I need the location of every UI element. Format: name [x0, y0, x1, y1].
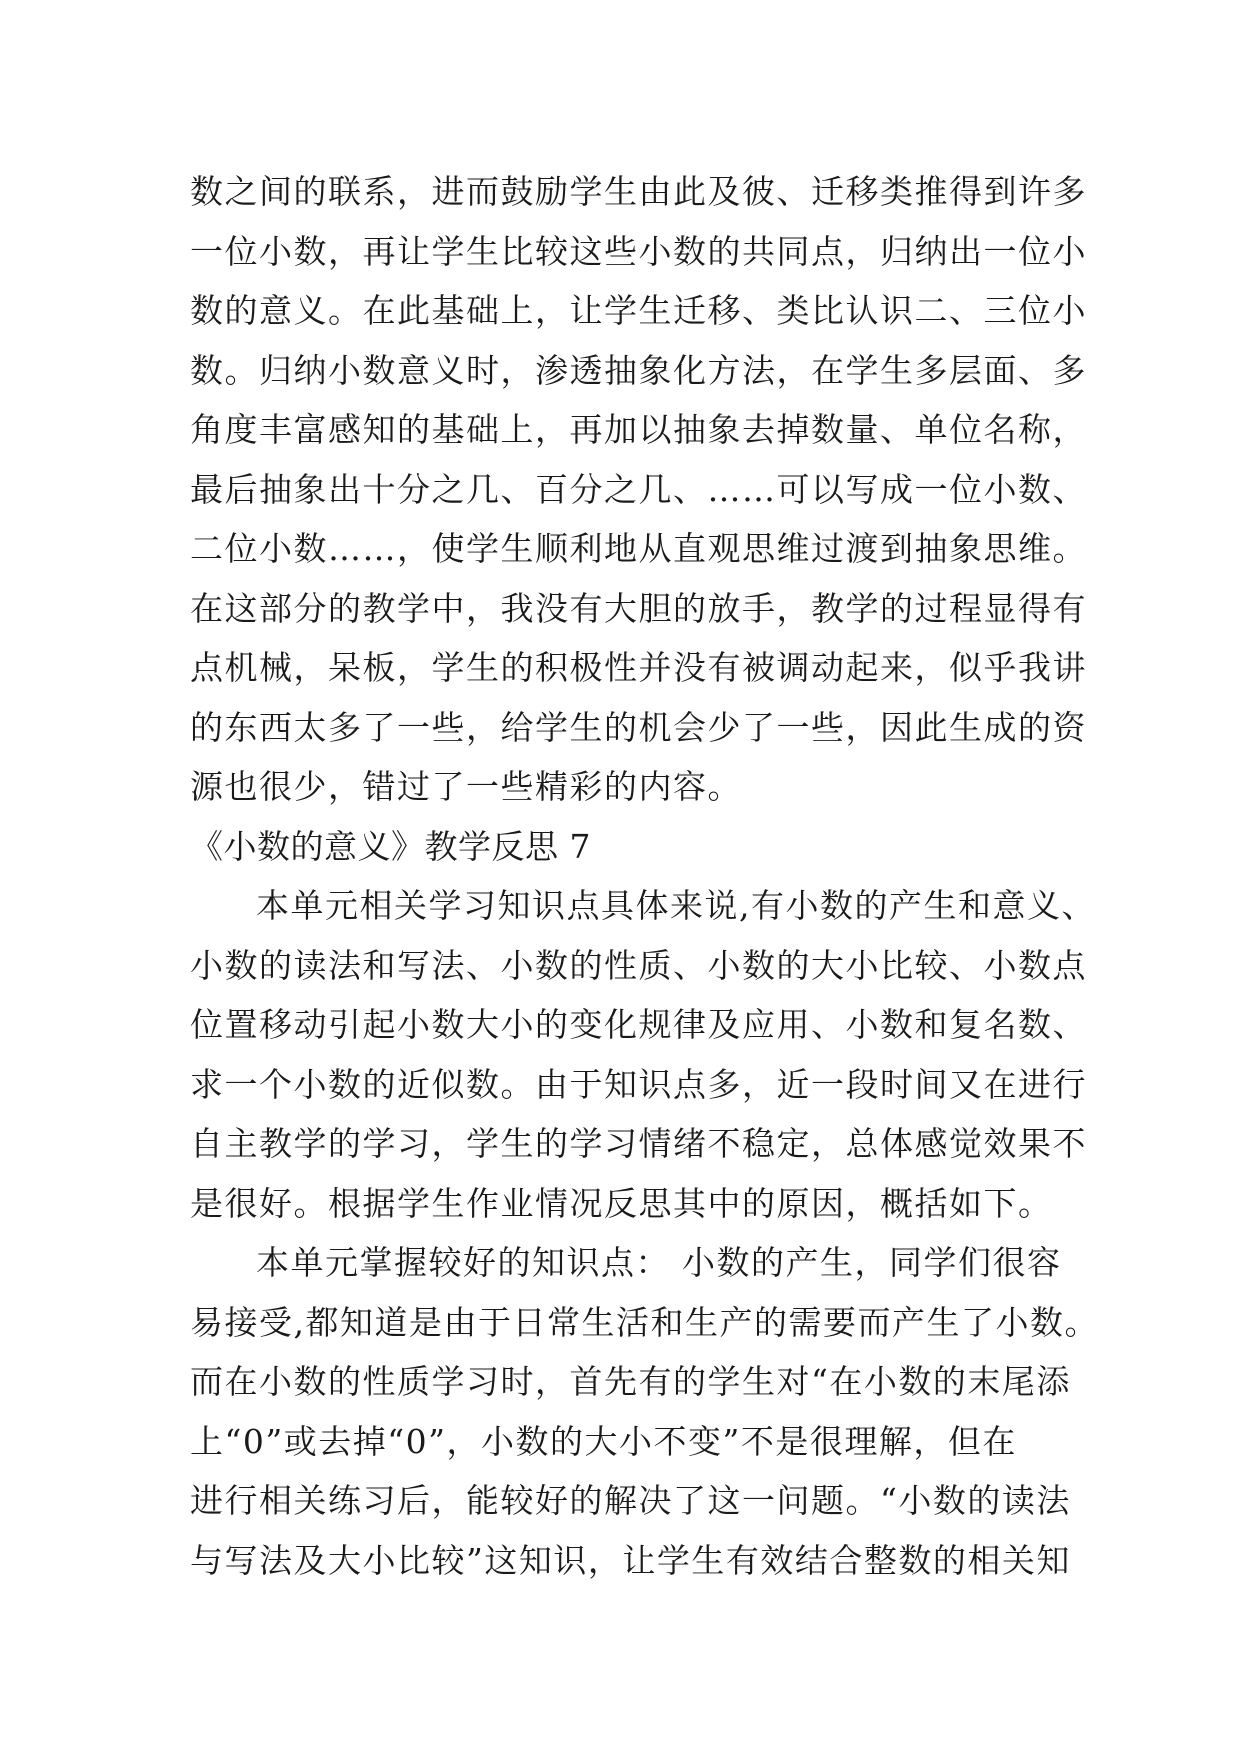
text-line: 本单元相关学习知识点具体来说,有小数的产生和意义、 [256, 886, 1096, 925]
text-line: 点机械，呆板，学生的积极性并没有被调动起来，似乎我讲 [190, 648, 1087, 687]
text-line: 自主教学的学习，学生的学习情绪不稳定，总体感觉效果不 [190, 1124, 1087, 1163]
text-line: 上“0”或去掉“0”，小数的大小不变”不是很理解，但在 [190, 1421, 1017, 1461]
text-line: 的东西太多了一些，给学生的机会少了一些，因此生成的资 [190, 707, 1087, 747]
text-line: 位置移动引起小数大小的变化规律及应用、小数和复名数、 [190, 1005, 1087, 1044]
text-line: 在这部分的教学中，我没有大胆的放手，教学的过程显得有 [190, 588, 1087, 628]
text-line: 进行相关练习后，能较好的解决了这一问题。“小数的读法 [190, 1481, 1071, 1520]
text-line: 是很好。根据学生作业情况反思其中的原因，概括如下。 [190, 1183, 1053, 1223]
paragraph-continuation [190, 162, 1087, 817]
text-line: 易接受,都知道是由于日常生活和生产的需要而产生了小数。 [190, 1302, 1099, 1342]
section-title: 《小数的意义》教学反思 7 [190, 826, 591, 866]
text-line: 求一个小数的近似数。由于知识点多，近一段时间又在进行 [190, 1064, 1087, 1104]
text-line: 角度丰富感知的基础上，再加以抽象去掉数量、单位名称， [190, 410, 1087, 449]
text-line: 小数的读法和写法、小数的性质、小数的大小比较、小数点 [190, 945, 1087, 985]
document-body [190, 162, 1099, 1590]
text-line: 而在小数的性质学习时，首先有的学生对“在小数的末尾添 [190, 1362, 1071, 1401]
text-line: 数之间的联系，进而鼓励学生由此及彼、迁移类推得到许多 [190, 172, 1087, 211]
paragraph-mastered-points [190, 1233, 1099, 1590]
text-line: 数。归纳小数意义时，渗透抽象化方法，在学生多层面、多 [190, 350, 1087, 390]
text-line: 最后抽象出十分之几、百分之几、……可以写成一位小数、 [190, 469, 1087, 509]
text-line: 与写法及大小比较”这知识，让学生有效结合整数的相关知 [190, 1540, 1071, 1580]
text-line: 二位小数……，使学生顺利地从直观思维过渡到抽象思维。 [190, 529, 1087, 568]
text-line: 本单元掌握较好的知识点： 小数的产生，同学们很容 [256, 1243, 1062, 1282]
text-line: 一位小数，再让学生比较这些小数的共同点，归纳出一位小 [190, 231, 1087, 271]
text-line: 源也很少，错过了一些精彩的内容。 [190, 767, 742, 806]
text-line: 数的意义。在此基础上，让学生迁移、类比认识二、三位小 [190, 291, 1087, 330]
paragraph-knowledge-points [190, 876, 1096, 1233]
